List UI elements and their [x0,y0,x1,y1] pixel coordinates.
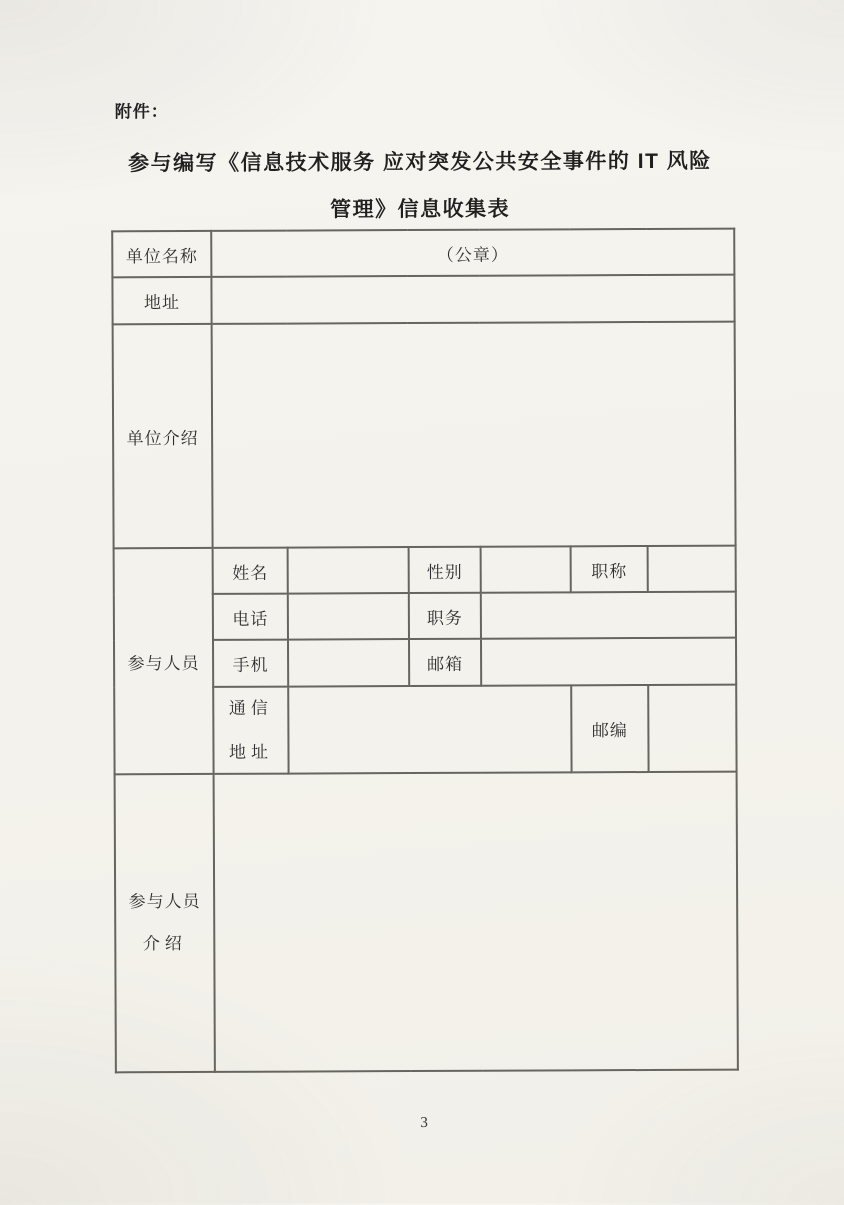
unit-intro-label: 单位介绍 [113,324,213,548]
participants-intro-value-cell [214,772,738,1072]
table-row [115,772,738,1073]
phone-label: 电话 [213,594,288,640]
postal-code-label: 邮编 [571,685,648,772]
table-row [112,275,734,325]
table-row [114,546,736,595]
job-title-value-cell [648,546,736,592]
address-value-cell [211,275,734,324]
participants-intro-label-line2: 介绍 [142,934,187,954]
gender-value-cell [481,546,571,592]
unit-name-value-cell: （公章） [211,229,734,277]
mailing-address-label [213,687,288,774]
participants-intro-label-line1: 参与人员 [128,891,201,912]
gender-label: 性别 [409,547,481,593]
unit-name-label: 单位名称 [112,231,211,277]
mobile-value-cell [288,639,409,687]
table-row [113,322,736,549]
document-title-line2: 管理》信息收集表 [330,197,511,222]
mailing-address-label-line2: 地址 [228,742,274,762]
postal-code-value-cell [648,685,736,772]
document-title-line1: 参与编写《信息技术服务 应对突发公共安全事件的 IT 风险 [128,149,712,176]
position-label: 职务 [409,593,481,639]
info-collection-table [111,228,739,1074]
document-title [54,137,786,234]
email-value-cell [481,638,736,686]
address-label: 地址 [112,277,211,324]
attachment-label: 附件： [114,102,169,122]
mailing-address-label-line1: 通信 [228,698,273,718]
phone-value-cell [288,593,409,640]
mobile-label: 手机 [213,640,288,687]
name-label: 姓名 [213,548,288,594]
page-number: 3 [420,1114,428,1132]
participants-label: 参与人员 [114,548,214,774]
unit-intro-value-cell [212,322,736,548]
mailing-address-value-cell [288,685,571,773]
name-value-cell [288,547,409,594]
table-row [112,229,734,278]
job-title-label: 职称 [571,546,648,592]
email-label: 邮箱 [409,639,481,686]
participants-intro-label [115,774,215,1072]
position-value-cell [481,592,736,639]
